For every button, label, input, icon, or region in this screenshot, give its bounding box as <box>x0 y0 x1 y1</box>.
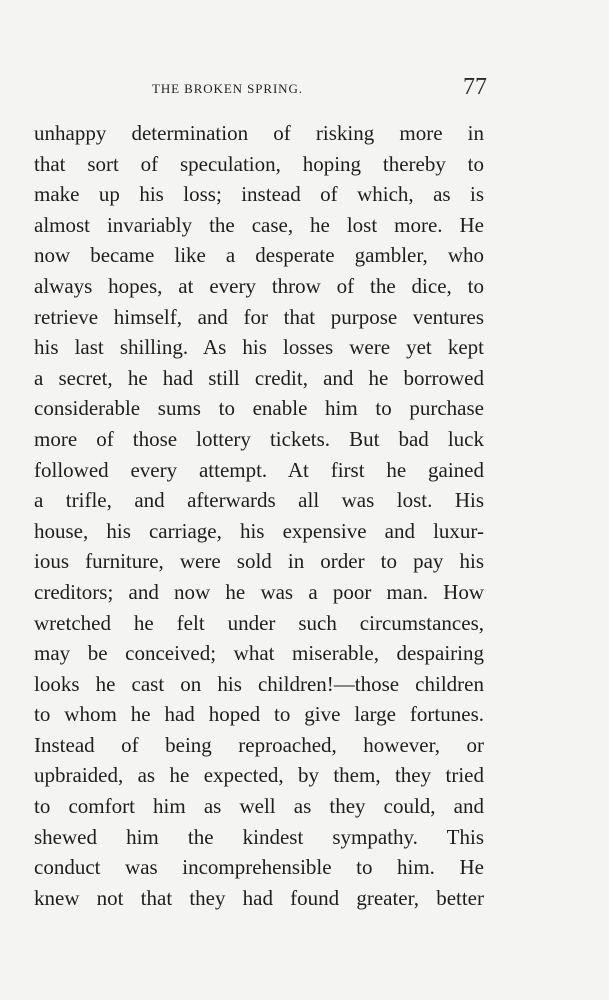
page-number: 77 <box>463 74 487 100</box>
text-line: knew not that they had found greater, better <box>34 885 484 910</box>
text-line: wretched he felt under such circumstances, <box>34 610 484 635</box>
text-line: unhappy determination of risking more in <box>34 121 484 145</box>
text-line: upbraided, as he expected, by them, they tried <box>34 763 484 788</box>
text-line: considerable sums to enable him to purchase <box>34 396 484 421</box>
text-line: may be conceived; what miserable, despairing <box>34 641 484 666</box>
text-line: to whom he had hoped to give large fortunes. <box>34 702 484 727</box>
text-line: followed every attempt. At first he gained <box>34 457 484 482</box>
body-text <box>34 118 484 913</box>
text-line: always hopes, at every throw of the dice, to <box>34 273 484 298</box>
text-line: more of those lottery tickets. But bad luck <box>34 426 484 451</box>
text-line: his last shilling. As his losses were yet kept <box>34 335 484 360</box>
text-line: Instead of being reproached, however, or <box>34 732 484 757</box>
text-line: looks he cast on his children!—those children <box>34 671 484 696</box>
text-line: almost invariably the case, he lost more. He <box>34 212 484 237</box>
text-line: conduct was incomprehensible to him. He <box>34 855 484 880</box>
text-line: now became like a desperate gambler, who <box>34 243 484 268</box>
text-line: make up his loss; instead of which, as is <box>34 182 484 207</box>
text-line: ious furniture, were sold in order to pay his <box>34 549 484 574</box>
text-line: a secret, he had still credit, and he borrowed <box>34 365 484 390</box>
text-line: retrieve himself, and for that purpose ventures <box>34 304 484 329</box>
text-line: creditors; and now he was a poor man. How <box>34 579 484 604</box>
text-line: a trifle, and afterwards all was lost. His <box>34 488 484 513</box>
text-line: that sort of speculation, hoping thereby to <box>34 151 484 176</box>
text-line: to comfort him as well as they could, and <box>34 794 484 819</box>
running-title: THE BROKEN SPRING. <box>152 81 303 96</box>
text-line: house, his carriage, his expensive and luxur- <box>34 518 484 543</box>
text-line: shewed him the kindest sympathy. This <box>34 824 484 849</box>
running-head <box>152 76 487 100</box>
